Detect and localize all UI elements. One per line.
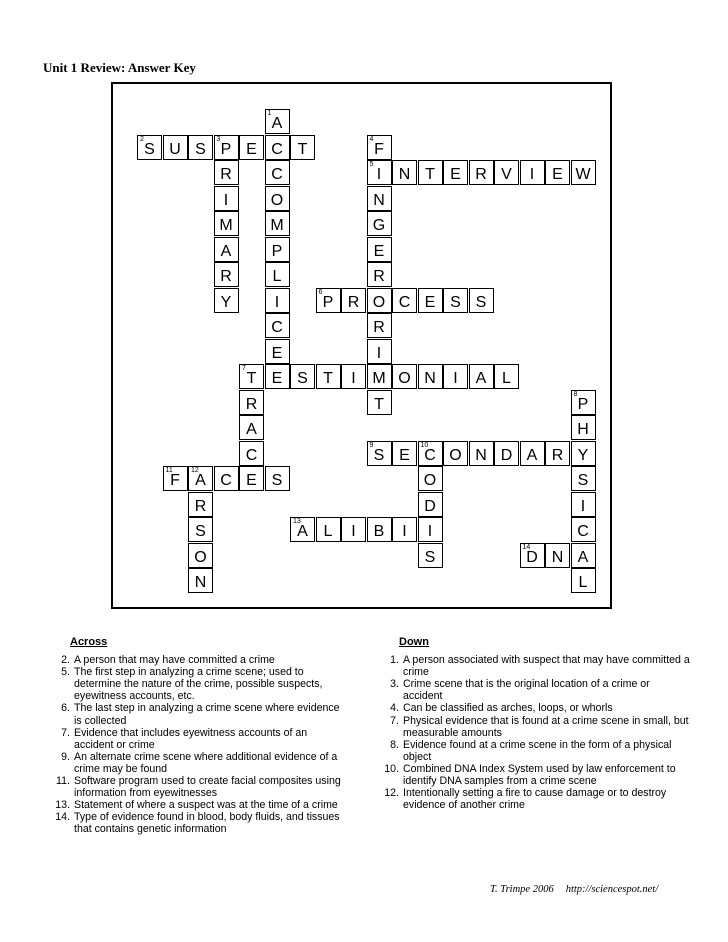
cell-letter: P <box>271 242 283 260</box>
crossword-cell <box>265 364 290 389</box>
cell-letter: E <box>450 166 461 183</box>
crossword-cell <box>265 339 290 364</box>
cell-letter: R <box>220 268 232 285</box>
crossword-cell <box>188 466 213 491</box>
cell-letter: C <box>245 446 258 464</box>
crossword-cell <box>571 543 596 568</box>
down-clue <box>372 787 692 811</box>
crossword-cell <box>367 364 392 389</box>
cell-number: 2 <box>140 135 144 143</box>
cell-letter: N <box>551 548 564 566</box>
cell-number: 3 <box>216 135 221 143</box>
cell-letter: S <box>424 548 436 566</box>
cell-letter: I <box>453 370 458 387</box>
cell-letter: I <box>529 166 535 183</box>
cell-letter: P <box>322 293 334 311</box>
cell-letter: N <box>398 166 411 183</box>
crossword-cell <box>341 364 366 389</box>
cell-number: 7 <box>242 365 246 372</box>
clue-number: 6. <box>61 702 70 715</box>
cell-letter: R <box>220 166 232 183</box>
crossword-cell <box>367 288 392 313</box>
cell-number: 1 <box>267 110 272 117</box>
cell-letter: V <box>501 166 512 183</box>
cell-letter: R <box>347 293 360 311</box>
crossword-cell <box>239 135 264 160</box>
crossword-cell <box>571 517 596 542</box>
cell-letter: M <box>270 217 284 234</box>
crossword-cell <box>443 160 468 185</box>
cell-letter: C <box>271 140 283 158</box>
crossword-cell <box>316 288 341 313</box>
cell-letter: T <box>323 370 333 387</box>
cell-letter: O <box>423 472 437 489</box>
crossword-cell <box>239 441 264 466</box>
cell-letter: N <box>194 574 207 591</box>
crossword-cell <box>571 466 596 491</box>
across-clue <box>43 751 343 775</box>
cell-letter: F <box>374 140 384 158</box>
cell-letter: O <box>372 293 386 311</box>
cell-letter: C <box>220 472 232 489</box>
crossword-cell <box>418 441 443 466</box>
cell-letter: S <box>373 446 385 464</box>
clue-number: 9. <box>61 750 70 763</box>
cell-letter: T <box>246 370 257 387</box>
across-clues <box>43 636 343 836</box>
crossword-cell <box>571 568 596 593</box>
crossword-cell <box>494 160 519 185</box>
cell-letter: I <box>376 344 382 362</box>
cell-letter: C <box>271 166 283 183</box>
crossword-cell <box>239 364 264 389</box>
crossword-cell <box>265 160 290 185</box>
clue-text: Physical evidence that is found at a crime scene in small, but measurable amounts <box>403 714 689 739</box>
clue-number: 5. <box>61 666 70 679</box>
crossword-cell <box>214 288 239 313</box>
cell-letter: N <box>373 191 385 209</box>
clue-number: 3. <box>390 678 399 691</box>
crossword-cell <box>239 390 264 415</box>
crossword-cell <box>214 186 239 211</box>
cell-letter: S <box>475 293 487 311</box>
clue-number: 13. <box>55 799 70 812</box>
cell-letter: N <box>475 446 487 464</box>
cell-letter: U <box>169 140 181 158</box>
clue-text: An alternate crime scene where additional evidence of a crime may be found <box>74 750 338 775</box>
crossword-cell <box>367 441 392 466</box>
crossword-cell <box>520 160 545 185</box>
crossword-cell <box>443 288 468 313</box>
crossword-cell <box>341 288 366 313</box>
footer-author: T. Trimpe 2006 <box>490 884 554 895</box>
cell-letter: E <box>271 370 283 387</box>
crossword-cell <box>188 492 213 517</box>
clue-number: 7. <box>61 726 70 739</box>
down-clue <box>372 763 692 787</box>
down-clue <box>372 654 692 678</box>
crossword-cell <box>137 135 162 160</box>
crossword-cell <box>469 160 494 185</box>
cell-number: 8 <box>573 390 578 398</box>
crossword-cell <box>239 415 264 440</box>
down-clue <box>372 678 692 702</box>
cell-letter: A <box>297 523 308 540</box>
crossword-cell <box>545 160 570 185</box>
crossword-cell <box>265 135 290 160</box>
crossword-cell <box>392 441 417 466</box>
cell-letter: I <box>402 523 407 540</box>
clue-number: 2. <box>61 654 70 667</box>
crossword-cell <box>392 288 417 313</box>
cell-letter: B <box>373 523 385 540</box>
cell-letter: A <box>220 242 232 260</box>
cell-number: 9 <box>369 441 374 449</box>
clue-text: Evidence found at a crime scene in the form of a physical object <box>403 738 672 763</box>
cell-letter: D <box>500 446 513 464</box>
clue-number: 14. <box>55 811 70 824</box>
cell-letter: P <box>220 140 232 158</box>
crossword-cell <box>188 517 213 542</box>
crossword-cell <box>214 237 239 262</box>
cell-number: 11 <box>165 467 173 474</box>
crossword-cell <box>265 466 290 491</box>
clue-text: Can be classified as arches, loops, or whorls <box>403 702 613 715</box>
cell-letter: P <box>577 395 589 413</box>
crossword-cell <box>418 160 443 185</box>
clue-number: 7. <box>390 714 399 727</box>
crossword-cell <box>545 543 570 568</box>
crossword-cell <box>367 186 392 211</box>
across-heading: Across <box>70 636 108 648</box>
cell-letter: R <box>373 319 385 336</box>
across-clue <box>43 666 343 702</box>
crossword-cell <box>290 135 315 160</box>
cell-letter: I <box>427 523 433 540</box>
cell-letter: S <box>195 140 206 158</box>
crossword-cell <box>367 262 392 287</box>
cell-letter: C <box>424 446 436 464</box>
cell-letter: O <box>194 548 207 566</box>
clue-text: The first step in analyzing a crime scene; used to determine the nature of the crime, possible suspects, eyewitness accounts, etc. <box>74 666 323 703</box>
crossword-cell <box>469 441 494 466</box>
clue-number: 11. <box>56 775 70 788</box>
cell-letter: L <box>578 574 588 591</box>
crossword-cell <box>520 543 545 568</box>
clue-number: 4. <box>390 702 399 715</box>
crossword-cell <box>265 186 290 211</box>
down-clue <box>372 702 692 714</box>
crossword-cell <box>418 288 443 313</box>
clue-text: The last step in analyzing a crime scene where evidence is collected <box>74 702 340 727</box>
cell-letter: R <box>475 166 487 183</box>
cell-letter: O <box>449 446 462 464</box>
cell-letter: W <box>575 166 591 183</box>
crossword-cell <box>443 364 468 389</box>
crossword-cell <box>367 390 392 415</box>
cell-letter: S <box>195 523 206 540</box>
across-clue <box>43 811 343 835</box>
cell-letter: Y <box>220 293 232 311</box>
clue-number: 10. <box>384 762 399 775</box>
cell-letter: M <box>372 370 386 387</box>
cell-letter: T <box>425 166 435 183</box>
clue-text: Intentionally setting a fire to cause damage or to destroy evidence of another crime <box>403 787 667 812</box>
clue-text: Combined DNA Index System used by law enforcement to identify DNA samples from a crime scene <box>403 762 676 788</box>
crossword-cell <box>571 390 596 415</box>
crossword-cell <box>188 568 213 593</box>
clue-text: A person associated with suspect that may have committed a crime <box>403 654 690 679</box>
crossword-cell <box>367 211 392 236</box>
clue-text: Software program used to create facial composites using information from eyewitnesses <box>74 775 341 800</box>
cell-letter: D <box>424 497 436 515</box>
cell-number: 14 <box>522 543 531 551</box>
crossword-cell <box>494 441 519 466</box>
clue-text: Statement of where a suspect was at the time of a crime <box>74 799 338 812</box>
cell-letter: E <box>552 166 563 183</box>
crossword-cell <box>163 466 188 491</box>
cell-letter: R <box>194 497 207 515</box>
across-clue <box>43 775 343 799</box>
footer <box>490 884 658 895</box>
across-clue <box>43 727 343 751</box>
cell-letter: M <box>219 217 233 234</box>
crossword-cell <box>418 492 443 517</box>
crossword-cell <box>392 364 417 389</box>
cell-number: 5 <box>369 161 374 168</box>
cell-letter: S <box>577 472 589 489</box>
cell-letter: A <box>526 446 538 464</box>
cell-letter: R <box>551 446 564 464</box>
clue-text: Evidence that includes eyewitness accounts of an accident or crime <box>74 726 308 751</box>
crossword-cell <box>418 517 443 542</box>
cell-number: 12 <box>191 467 199 474</box>
cell-letter: G <box>372 217 386 234</box>
crossword-cell <box>214 135 239 160</box>
crossword-cell <box>469 364 494 389</box>
crossword-cell <box>494 364 519 389</box>
cell-letter: S <box>450 293 461 311</box>
cell-letter: I <box>376 166 382 183</box>
down-clue <box>372 715 692 739</box>
cell-letter: A <box>195 472 206 489</box>
cell-letter: A <box>271 115 283 132</box>
clue-text: Type of evidence found in blood, body fluids, and tissues that contains genetic information <box>74 811 340 836</box>
crossword-cell <box>418 364 443 389</box>
cell-letter: R <box>245 395 258 413</box>
crossword-cell <box>214 262 239 287</box>
crossword-cell <box>214 466 239 491</box>
across-clue <box>43 799 343 811</box>
cell-letter: L <box>272 268 282 285</box>
crossword-cell <box>290 364 315 389</box>
cell-letter: A <box>577 548 589 566</box>
cell-letter: C <box>398 293 411 311</box>
cell-letter: E <box>246 472 257 489</box>
crossword-cell <box>265 237 290 262</box>
crossword-cell <box>418 466 443 491</box>
crossword-cell <box>571 160 596 185</box>
cell-letter: A <box>475 370 487 387</box>
clue-number: 1. <box>390 654 399 667</box>
cell-number: 6 <box>318 288 323 296</box>
cell-letter: S <box>297 370 308 387</box>
crossword-cell <box>265 262 290 287</box>
crossword-cell <box>367 517 392 542</box>
crossword-cell <box>418 543 443 568</box>
crossword-cell <box>367 160 392 185</box>
crossword-cell <box>367 237 392 262</box>
cell-letter: Y <box>577 446 589 464</box>
crossword-cell <box>214 211 239 236</box>
crossword-cell <box>239 466 264 491</box>
cell-letter: R <box>373 268 385 285</box>
crossword-cell <box>367 135 392 160</box>
crossword-cell <box>316 517 341 542</box>
down-clue <box>372 739 692 763</box>
crossword-cell <box>290 517 315 542</box>
crossword-cell <box>367 339 392 364</box>
clue-text: Crime scene that is the original location of a crime or accident <box>403 678 650 703</box>
cell-letter: H <box>577 421 589 438</box>
crossword-cell <box>188 135 213 160</box>
cell-letter: L <box>502 370 511 387</box>
cell-letter: D <box>526 548 538 566</box>
cell-letter: E <box>246 140 257 158</box>
crossword-cell <box>392 160 417 185</box>
cell-letter: A <box>246 421 257 438</box>
across-clue <box>43 654 343 666</box>
down-heading: Down <box>399 636 429 648</box>
crossword-cell <box>367 313 392 338</box>
crossword-cell <box>163 135 188 160</box>
cell-letter: I <box>580 497 586 515</box>
crossword-cell <box>341 517 366 542</box>
crossword-cell <box>265 109 290 134</box>
cell-letter: C <box>271 319 283 336</box>
crossword-cell <box>443 441 468 466</box>
cell-letter: E <box>271 344 283 362</box>
cell-number: 13 <box>293 518 301 525</box>
crossword-cell <box>469 288 494 313</box>
clue-text: A person that may have committed a crime <box>74 654 275 667</box>
cell-letter: S <box>271 472 283 489</box>
cell-letter: I <box>351 370 356 387</box>
crossword-cell <box>265 313 290 338</box>
cell-number: 4 <box>369 135 374 143</box>
page-title: Unit 1 Review: Answer Key <box>43 60 196 75</box>
cell-letter: E <box>399 446 410 464</box>
crossword-cell <box>571 415 596 440</box>
cell-letter: S <box>144 140 155 158</box>
clue-number: 12. <box>384 787 399 800</box>
crossword-cell <box>188 543 213 568</box>
crossword-cell <box>316 364 341 389</box>
cell-letter: F <box>170 472 180 489</box>
crossword-cell <box>392 517 417 542</box>
cell-letter: O <box>398 370 411 387</box>
crossword-cell <box>571 441 596 466</box>
cell-letter: I <box>351 523 356 540</box>
crossword-cell <box>571 492 596 517</box>
crossword-cell <box>520 441 545 466</box>
cell-number: 10 <box>420 441 429 449</box>
cell-letter: I <box>274 293 280 311</box>
crossword-cell <box>545 441 570 466</box>
across-clue <box>43 702 343 726</box>
crossword-cell <box>214 160 239 185</box>
cell-letter: C <box>577 523 589 540</box>
cell-letter: T <box>374 395 384 413</box>
cell-letter: O <box>270 191 284 209</box>
cell-letter: E <box>373 242 385 260</box>
cell-letter: N <box>424 370 436 387</box>
cell-letter: T <box>297 140 308 158</box>
down-clues <box>372 636 692 811</box>
cell-letter: E <box>424 293 436 311</box>
cell-letter: L <box>323 523 333 540</box>
crossword-cell <box>265 211 290 236</box>
footer-url: http://sciencespot.net/ <box>565 884 659 895</box>
clue-number: 8. <box>390 738 399 751</box>
crossword-cell <box>265 288 290 313</box>
crossword-frame <box>111 82 612 609</box>
cell-letter: I <box>223 191 229 209</box>
